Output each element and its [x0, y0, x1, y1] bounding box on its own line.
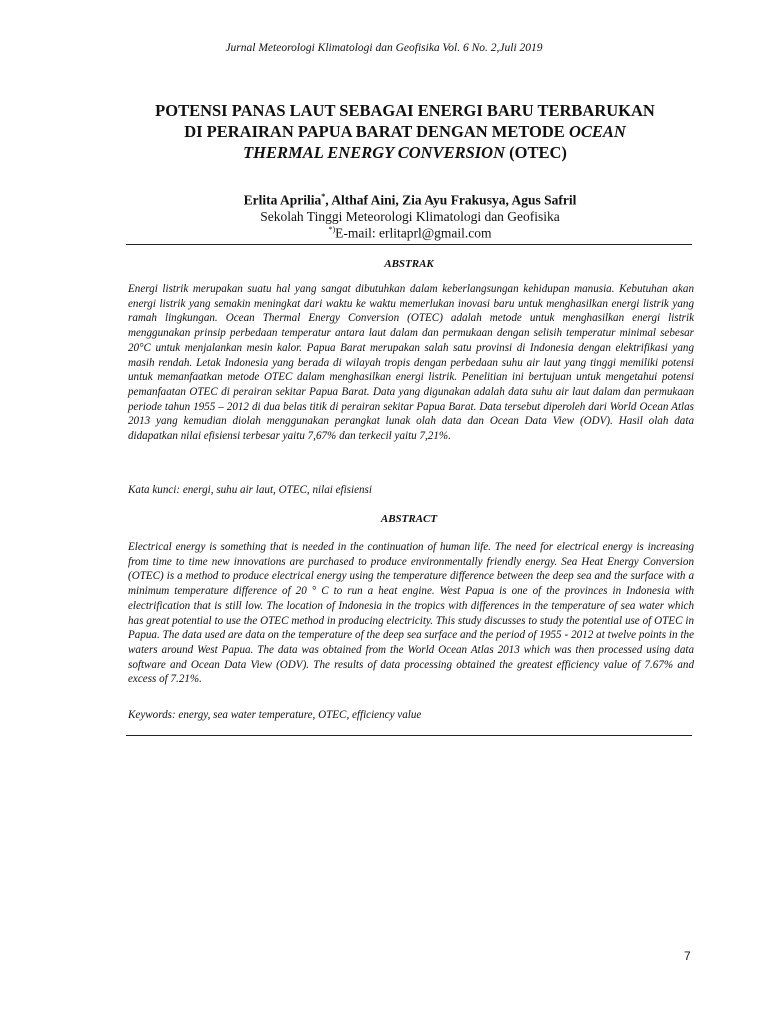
- email-text: E-mail: erlitaprl@gmail.com: [335, 225, 492, 241]
- abstrak-heading: ABSTRAK: [384, 258, 434, 270]
- page-number: 7: [684, 949, 691, 963]
- author-rest: , Althaf Aini, Zia Ayu Frakusya, Agus Safril: [325, 192, 577, 208]
- author-corresponding-mark: *: [321, 192, 326, 201]
- email: [120, 225, 700, 242]
- abstrak-keywords: Kata kunci: energi, suhu air laut, OTEC, nilai efisiensi: [128, 484, 372, 496]
- authors: [120, 192, 700, 209]
- title-line-2-plain: DI PERAIRAN PAPUA BARAT DENGAN METODE: [184, 122, 569, 141]
- journal-header: Jurnal Meteorologi Klimatologi dan Geofisika Vol. 6 No. 2,Juli 2019: [225, 42, 543, 54]
- title-line-2: [110, 121, 700, 142]
- paper-title: [110, 100, 700, 163]
- title-line-1: POTENSI PANAS LAUT SEBAGAI ENERGI BARU TERBARUKAN: [155, 101, 655, 120]
- affiliation: Sekolah Tinggi Meteorologi Klimatologi dan Geofisika: [260, 209, 560, 224]
- author-first: Erlita Aprilia: [243, 192, 322, 208]
- abstract-text: Electrical energy is something that is needed in the continuation of human life. The need for electrical energy is increasing from time to time new innovations are purchased to produce environmentally friendly energy. Sea Heat Energy Conversion (OTEC) is a method to produce electrical energy using the temperature difference between the deep sea and the surface with a minimum temperature difference of 20 ° C to run a heat engine. West Papua is one of the provinces in Indonesia with electrification that is still low. The location of Indonesia in the tropics with differences in the temperature of sea water which has great potential to use the OTEC method in producing electricity. This study discusses to study the potential use of OTEC in Papua. The data used are data on the temperature of the deep sea surface and the period of 1955 - 2012 at twelve points in the waters around West Papua. The data was obtained from the World Ocean Atlas 2013 which was then processed using data software and Ocean Data View (ODV). The results of data processing obtained the greatest efficiency value of 7.67% and excess of 7.21%.: [128, 541, 694, 686]
- title-line-2-italic: OCEAN: [568, 122, 626, 141]
- abstrak-text: Energi listrik merupakan suatu hal yang sangat dibutuhkan dalam keberlangsungan kehidupan manusia. Kebutuhan akan energi listrik yang semakin meningkat dari waktu ke waktu memerlukan inovasi baru untuk menghasilkan energi listrik yang ramah lingkungan. Ocean Thermal Energy Conversion (OTEC) adalah metode untuk menghasilkan energi listrik menggunakan prinsip perbedaan temperatur antara laut dalam dan permukaan dengan selisih temperatur minimal sebesar 20°C untuk menjalankan mesin kalor. Papua Barat merupakan salah satu provinsi di Indonesia dengan elektrifikasi yang masih rendah. Letak Indonesia yang berada di wilayah tropis dengan perbedaan suhu air laut yang tinggi memiliki potensi untuk memanfaatkan metode OTEC dalam menghasilkan energi listrik. Penelitian ini bertujuan untuk mengetahui potensi pemanfaatan OTEC di perairan sekitar Papua Barat. Data yang digunakan adalah data suhu air laut dalam dan permukaan periode tahun 1955 – 2012 di dua belas titik di perairan sekitar Papua Barat. Data tersebut diperoleh dari World Ocean Atlas 2013 yang kemudian diolah menggunakan perangkat lunak olah data dan Ocean Data View (ODV). Hasil olah data didapatkan nilai efisiensi terbesar yaitu 7,67% dan terkecil yaitu 7,21%.: [128, 283, 694, 443]
- abstract-keywords: Keywords: energy, sea water temperature, OTEC, efficiency value: [128, 709, 422, 721]
- title-line-3-plain: (OTEC): [505, 143, 567, 162]
- title-line-3: [110, 142, 700, 163]
- email-mark: *): [328, 225, 336, 234]
- top-divider: [126, 244, 692, 245]
- abstract-heading: ABSTRACT: [380, 513, 438, 525]
- bottom-divider: [126, 735, 692, 736]
- title-line-3-italic: THERMAL ENERGY CONVERSION: [243, 143, 506, 162]
